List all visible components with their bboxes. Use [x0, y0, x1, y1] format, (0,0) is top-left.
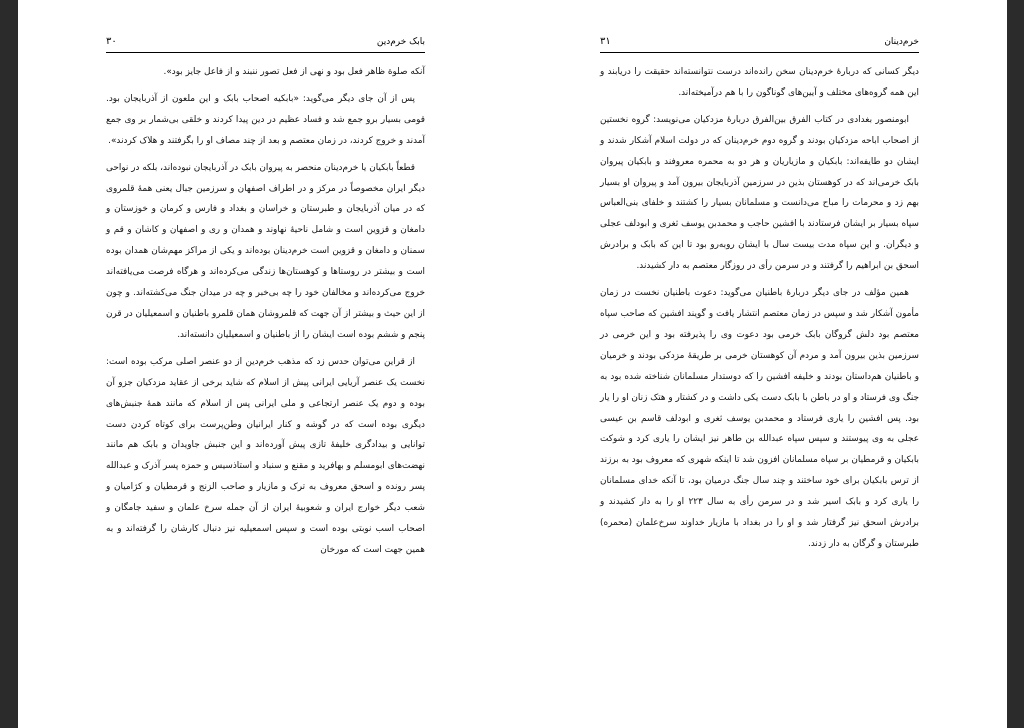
paragraph: همین مؤلف در جای دیگر دربارهٔ باطنیان می‌گوید: دعوت باطنیان نخست در زمان مأمون آشکار شد و سپس در زمان معتصم انتشار یافت و گویند افشین که صاحب سپاه معتصم بود دلش گروگان بابک خرمی بود دعوت وی را پذیرفته بود و این خرمی در سرزمین بذین بیرون آمد و مردم آن کوهستان خرمی بر طریقهٔ مزدکی بودند و خرمیان و باطنیان هم‌داستان بودند و خلیفه افشین را که دوستدار مسلمانان شناخته شده بود به جنگ وی فرستاد و او در باطن با بابک دست یکی داشت و در کشتار و هتک زنان او را یار بود. پس افشین را یاری فرستاد و محمدبن یوسف ثغری و ابودلف قاسم بن عیسی عجلی به وی پیوستند و سپس سپاه عبدالله بن طاهر نیز ایشان را یاری کرد و شوکت بابکیان و قرمطیان بر سپاه مسلمانان افزون شد تا اینکه شهری که معروف بود به برزند از ترس بابکیان برای خود ساختند و چند سال جنگ درمیان بود، تا آنکه خدای مسلمانان را یاری کرد و بابک اسیر شد و در سرمن رأی به سال ۲۲۳ او را به دار کشیدند و برادرش اسحق نیز گرفتار شد و او را در بغداد با مازیار خداوند سرخ‌علمان (محمره) طبرستان و گرگان به دار زدند.: [599, 288, 920, 549]
header-chapter-title: خرم‌دینان: [884, 37, 919, 47]
header-book-title: بابک خرم‌دین: [376, 37, 425, 47]
right-page: [512, 0, 1007, 728]
paragraph: ابومنصور بغدادی در کتاب الفرق بین‌الفرق دربارهٔ مزدکیان می‌نویسد: گروه نخستین از اصحاب اباحه مزدکیان بودند و گروه دوم خرم‌دینان که در دولت اسلام آشکار شدند و ایشان دو طایفه‌اند: بابکیان و مازیاریان و هر دو به محمره معروفند و بابکیان پیروان بابک خرمی‌اند که در کوهستان بذین در سرزمین آذربایجان بیرون آمد و پیروان او بسیار بهم زد و محرمات را مباح می‌دانست و مسلمانان بسیار را کشتند و خلفای بنی‌العباس سپاه بسیار بر ایشان فرستادند با افشین حاجب و محمدبن یوسف ثغری و ابودلف عجلی و دیگران. و این سپاه مدت بیست سال با ایشان روبه‌رو بود تا این که بابک و برادرش اسحق بن ابراهیم را گرفتند و در سرمن رأی در روزگار معتصم به دار کشیدند.: [600, 114, 919, 272]
running-head: [106, 36, 425, 53]
paragraph: قطعاً بابکیان یا خرم‌دینان منحصر به پیروان بابک در آذربایجان نبوده‌اند، بلکه در نواحی دیگر ایران مخصوصاً در مرکز و در اطراف اصفهان و سرزمین جبال یعنی همهٔ قلمروی که در میان آذربایجان و طبرستان و خراسان و بغداد و فارس و کرمان و خوزستان و دامغان و قزوین است و شامل ناحیهٔ نهاوند و همدان و ری و اصفهان و کاشان و قم و سمنان و دامغان و قزوین است خرم‌دینان بوده‌اند و یکی از مراکز مهم‌شان همدان بوده است و بیشتر در روستاها و کوهستان‌ها زندگی می‌کرده‌اند و هرگاه فرصت می‌یافته‌اند خروج می‌کرده‌اند و مخالفان خود را چه بی‌خبر و چه در میدان جنگ می‌کشته‌اند. و چون از این حیث و بیشتر از آن جهت که قلمروشان همان قلمرو باطنیان و اسمعیلیان در قرن پنجم و ششم بوده است ایشان را از باطنیان و اسمعیلیان دانسته‌اند.: [106, 162, 425, 340]
page-body: [106, 62, 425, 567]
paragraph: پس از آن جای دیگر می‌گوید: «بابکیه اصحاب بابک و این ملعون از آذربایجان بود. قومی بسیار برو جمع شد و فساد عظیم در دین پیدا کردند و خلقی بی‌شمار بر وی جمع آمدند و خروج کردند، در زمان معتصم و بعد از چند مصاف او را بگرفتند و هلاک کردند».: [106, 93, 425, 146]
paragraph: آنکه صلوة ظاهر فعل بود و نهی از فعل تصور ننبند و از فاعل جایز بود».: [163, 67, 425, 77]
paragraph: از قراین می‌توان حدس زد که مذهب خرم‌دین از دو عنصر اصلی مرکب بوده است: نخست یک عنصر آریایی ایرانی پیش از اسلام که شاید برخی از عقاید مزدکیان جزو آن بوده و دوم یک عنصر ارتجاعی و ملی ایرانی پس از اسلام که مانند همهٔ جنبش‌های دیگری بوده است که در گوشه و کنار ایرانیان وطن‌پرست برای کوتاه کردن دست توانایی و بیدادگری خلیفهٔ تازی پیش آورده‌اند و این جنبش جاویدان و بابک هم مانند نهضت‌های ابومسلم و بهافرید و مقنع و سنباد و استاذسیس و حمزه پسر آذرک و عبدالله پسر رونده و اسحق معروف به ترک و مازیار و صاحب الزنج و قرمطیان و کژامیان و شعب دیگر خوارج ایران و شعوبیهٔ ایران از آن جمله سرخ علمان و سفید جامگان و اصحاب اسب نوبتی بوده است و سپس اسمعیلیه نیز دنبال کارشان را گرفته‌اند و به همین جهت است که مورخان: [106, 356, 425, 555]
paragraph: دیگر کسانی که دربارهٔ خرم‌دینان سخن رانده‌اند درست نتوانسته‌اند حقیقت را دریابند و این همه گروه‌های مختلف و آیین‌های گوناگون را با هم درآمیخته‌اند.: [600, 67, 919, 98]
page-body: [600, 62, 919, 561]
page-number: ۳۱: [600, 36, 611, 47]
running-head: [600, 36, 919, 53]
left-page: [18, 0, 513, 728]
page-number: ۳۰: [106, 36, 117, 47]
